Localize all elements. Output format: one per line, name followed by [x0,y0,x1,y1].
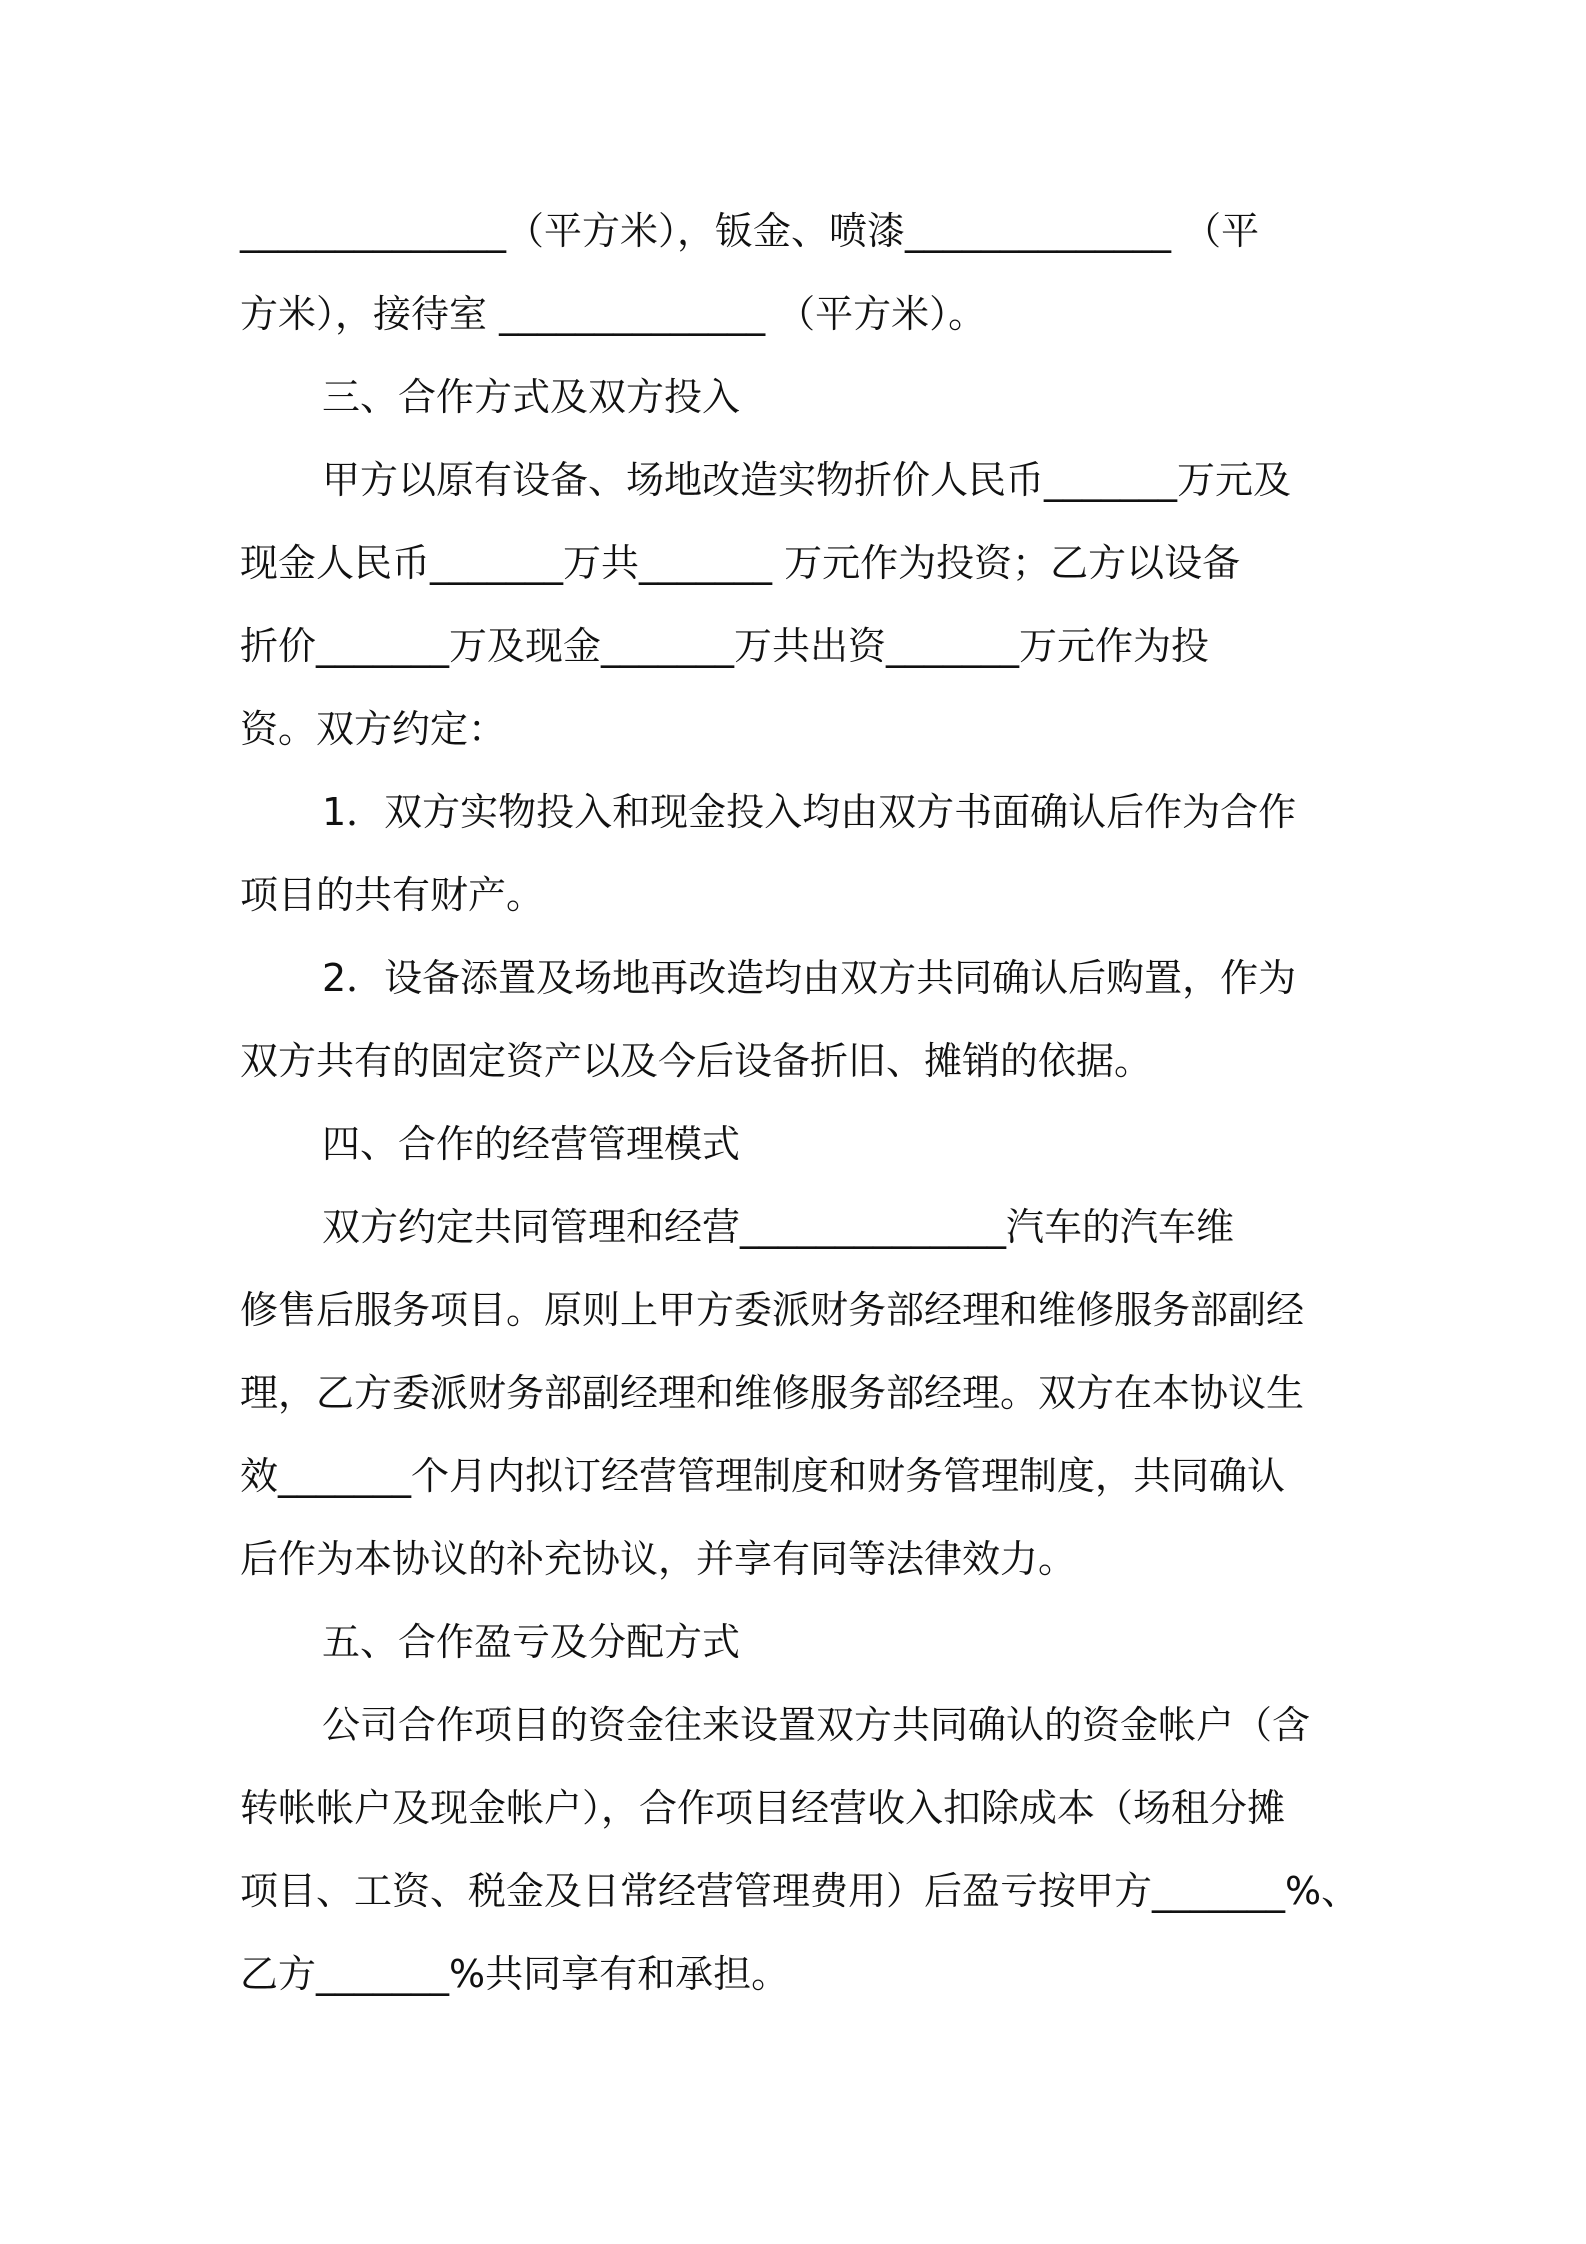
document-line: 四、合作的经营管理模式 [322,1122,741,1166]
document-body [240,190,1360,2016]
document-line: 方米），接待室 ______________ （平方米）。 [240,292,987,336]
document-line: 转帐帐户及现金帐户），合作项目经营收入扣除成本（场租分摊 [240,1786,1286,1830]
document-line: ______________（平方米），钣金、喷漆______________ （平 [240,209,1260,253]
document-line: 效_______个月内拟订经营管理制度和财务管理制度，共同确认 [240,1454,1286,1498]
document-line: 资。双方约定： [240,707,507,751]
document-line: 项目、工资、税金及日常经营管理费用）后盈亏按甲方_______%、 [240,1869,1360,1913]
document-line: 2．设备添置及场地再改造均由双方共同确认后购置，作为 [322,956,1297,1000]
document-line: 五、合作盈亏及分配方式 [322,1620,741,1664]
document-line: 三、合作方式及双方投入 [322,375,741,419]
document-line: 乙方_______%共同享有和承担。 [240,1952,790,1996]
document-line: 双方共有的固定资产以及今后设备折旧、摊销的依据。 [240,1039,1153,1083]
document-line: 项目的共有财产。 [240,873,545,917]
document-line: 双方约定共同管理和经营______________汽车的汽车维 [322,1205,1235,1249]
document-line: 现金人民币_______万共_______ 万元作为投资；乙方以设备 [240,541,1241,585]
document-line: 1．双方实物投入和现金投入均由双方书面确认后作为合作 [322,790,1297,834]
document-line: 理，乙方委派财务部副经理和维修服务部经理。双方在本协议生 [240,1371,1305,1415]
document-line: 后作为本协议的补充协议，并享有同等法律效力。 [240,1537,1077,1581]
document-line: 公司合作项目的资金往来设置双方共同确认的资金帐户（含 [322,1703,1311,1747]
document-line: 修售后服务项目。原则上甲方委派财务部经理和维修服务部副经 [240,1288,1305,1332]
document-line: 甲方以原有设备、场地改造实物折价人民币_______万元及 [322,458,1292,502]
document-line: 折价_______万及现金_______万共出资_______万元作为投 [240,624,1210,668]
